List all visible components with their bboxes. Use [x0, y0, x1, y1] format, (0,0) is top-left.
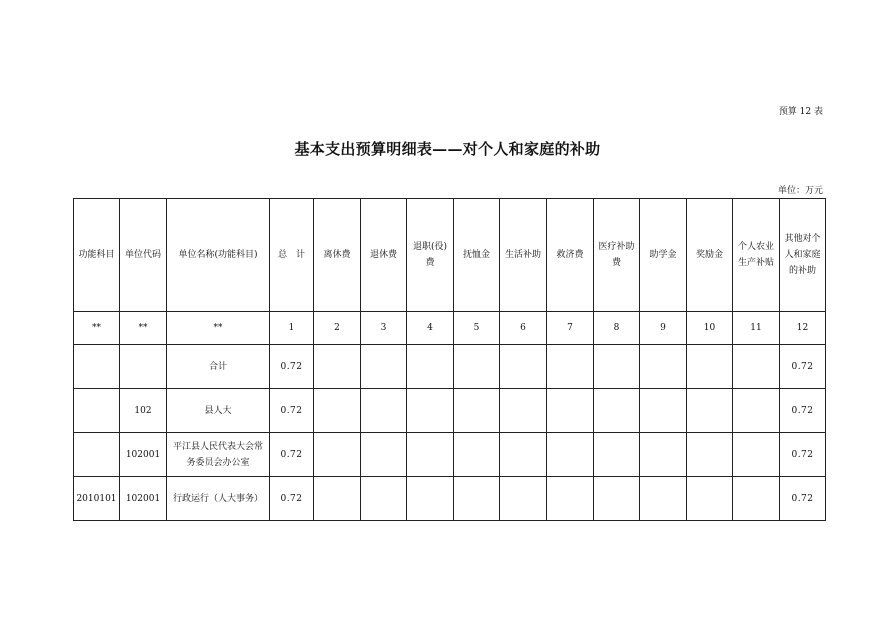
cell-pension-compensation	[454, 345, 500, 389]
cell-retirement-fee-lixiu	[314, 345, 361, 389]
cell-pension-compensation: 5	[454, 312, 500, 345]
cell-function-subject: **	[74, 312, 120, 345]
cell-reward	[687, 389, 733, 433]
cell-pension-compensation	[454, 433, 500, 477]
cell-other-subsidy: 12	[780, 312, 826, 345]
cell-pension-compensation	[454, 477, 500, 521]
cell-other-subsidy: 0.72	[780, 477, 826, 521]
cell-medical-subsidy	[594, 433, 640, 477]
form-number: 预算 12 表	[778, 107, 823, 117]
cell-total: 0.72	[270, 433, 314, 477]
cell-reward	[687, 433, 733, 477]
cell-resignation-fee	[407, 433, 454, 477]
cell-student-grant: 9	[640, 312, 687, 345]
cell-agri-production-subsidy	[733, 433, 780, 477]
header-reward: 奖励金	[687, 199, 733, 312]
cell-resignation-fee	[407, 345, 454, 389]
header-student-grant: 助学金	[640, 199, 687, 312]
header-other-subsidy: 其他对个人和家庭的补助	[780, 199, 826, 312]
cell-medical-subsidy	[594, 345, 640, 389]
cell-student-grant	[640, 477, 687, 521]
cell-retirement-fee	[361, 389, 407, 433]
cell-retirement-fee	[361, 345, 407, 389]
cell-total: 1	[270, 312, 314, 345]
cell-relief-fee: 7	[547, 312, 594, 345]
header-medical-subsidy: 医疗补助费	[594, 199, 640, 312]
cell-total: 0.72	[270, 389, 314, 433]
cell-reward: 10	[687, 312, 733, 345]
cell-unit-code: 102001	[120, 477, 167, 521]
header-agri-production-subsidy: 个人农业生产补贴	[733, 199, 780, 312]
cell-unit-code	[120, 345, 167, 389]
cell-unit-name: 行政运行（人大事务）	[167, 477, 270, 521]
header-living-allowance: 生活补助	[500, 199, 547, 312]
table-row	[74, 477, 826, 521]
cell-living-allowance: 6	[500, 312, 547, 345]
cell-retirement-fee-lixiu: 2	[314, 312, 361, 345]
cell-reward	[687, 345, 733, 389]
cell-unit-name: 合计	[167, 345, 270, 389]
header-pension-compensation: 抚恤金	[454, 199, 500, 312]
cell-agri-production-subsidy	[733, 345, 780, 389]
cell-unit-name: 平江县人民代表大会常务委员会办公室	[167, 433, 270, 477]
table-row	[74, 345, 826, 389]
table-row	[74, 389, 826, 433]
cell-student-grant	[640, 389, 687, 433]
header-unit-name: 单位名称(功能科目)	[167, 199, 270, 312]
cell-agri-production-subsidy	[733, 477, 780, 521]
cell-resignation-fee	[407, 389, 454, 433]
cell-unit-code: **	[120, 312, 167, 345]
header-relief-fee: 救济费	[547, 199, 594, 312]
cell-retirement-fee: 3	[361, 312, 407, 345]
table-header-row	[74, 199, 826, 312]
cell-total: 0.72	[270, 477, 314, 521]
cell-unit-name: 县人大	[167, 389, 270, 433]
cell-retirement-fee-lixiu	[314, 389, 361, 433]
cell-other-subsidy: 0.72	[780, 389, 826, 433]
cell-living-allowance	[500, 389, 547, 433]
cell-medical-subsidy	[594, 389, 640, 433]
header-total: 总 计	[270, 199, 314, 312]
cell-retirement-fee-lixiu	[314, 477, 361, 521]
cell-relief-fee	[547, 477, 594, 521]
header-retirement-fee-lixiu: 离休费	[314, 199, 361, 312]
cell-relief-fee	[547, 345, 594, 389]
cell-living-allowance	[500, 345, 547, 389]
cell-pension-compensation	[454, 389, 500, 433]
cell-unit-code: 102	[120, 389, 167, 433]
cell-medical-subsidy	[594, 477, 640, 521]
cell-function-subject	[74, 345, 120, 389]
cell-unit-code: 102001	[120, 433, 167, 477]
cell-retirement-fee	[361, 477, 407, 521]
cell-function-subject: 2010101	[74, 477, 120, 521]
cell-other-subsidy: 0.72	[780, 345, 826, 389]
table-row	[74, 433, 826, 477]
cell-retirement-fee	[361, 433, 407, 477]
cell-total: 0.72	[270, 345, 314, 389]
header-resignation-fee: 退职(役)费	[407, 199, 454, 312]
unit-label: 单位：万元	[777, 186, 823, 196]
header-retirement-fee: 退休费	[361, 199, 407, 312]
cell-relief-fee	[547, 389, 594, 433]
cell-other-subsidy: 0.72	[780, 433, 826, 477]
cell-resignation-fee	[407, 477, 454, 521]
header-unit-code: 单位代码	[120, 199, 167, 312]
cell-function-subject	[74, 433, 120, 477]
cell-retirement-fee-lixiu	[314, 433, 361, 477]
cell-living-allowance	[500, 433, 547, 477]
cell-living-allowance	[500, 477, 547, 521]
cell-student-grant	[640, 433, 687, 477]
table-index-row	[74, 312, 826, 345]
cell-resignation-fee: 4	[407, 312, 454, 345]
cell-agri-production-subsidy: 11	[733, 312, 780, 345]
header-function-subject: 功能科目	[74, 199, 120, 312]
cell-student-grant	[640, 345, 687, 389]
page-title: 基本支出预算明细表——对个人和家庭的补助	[294, 140, 601, 158]
cell-agri-production-subsidy	[733, 389, 780, 433]
cell-reward	[687, 477, 733, 521]
budget-table	[73, 198, 826, 521]
cell-function-subject	[74, 389, 120, 433]
cell-unit-name: **	[167, 312, 270, 345]
cell-relief-fee	[547, 433, 594, 477]
cell-medical-subsidy: 8	[594, 312, 640, 345]
